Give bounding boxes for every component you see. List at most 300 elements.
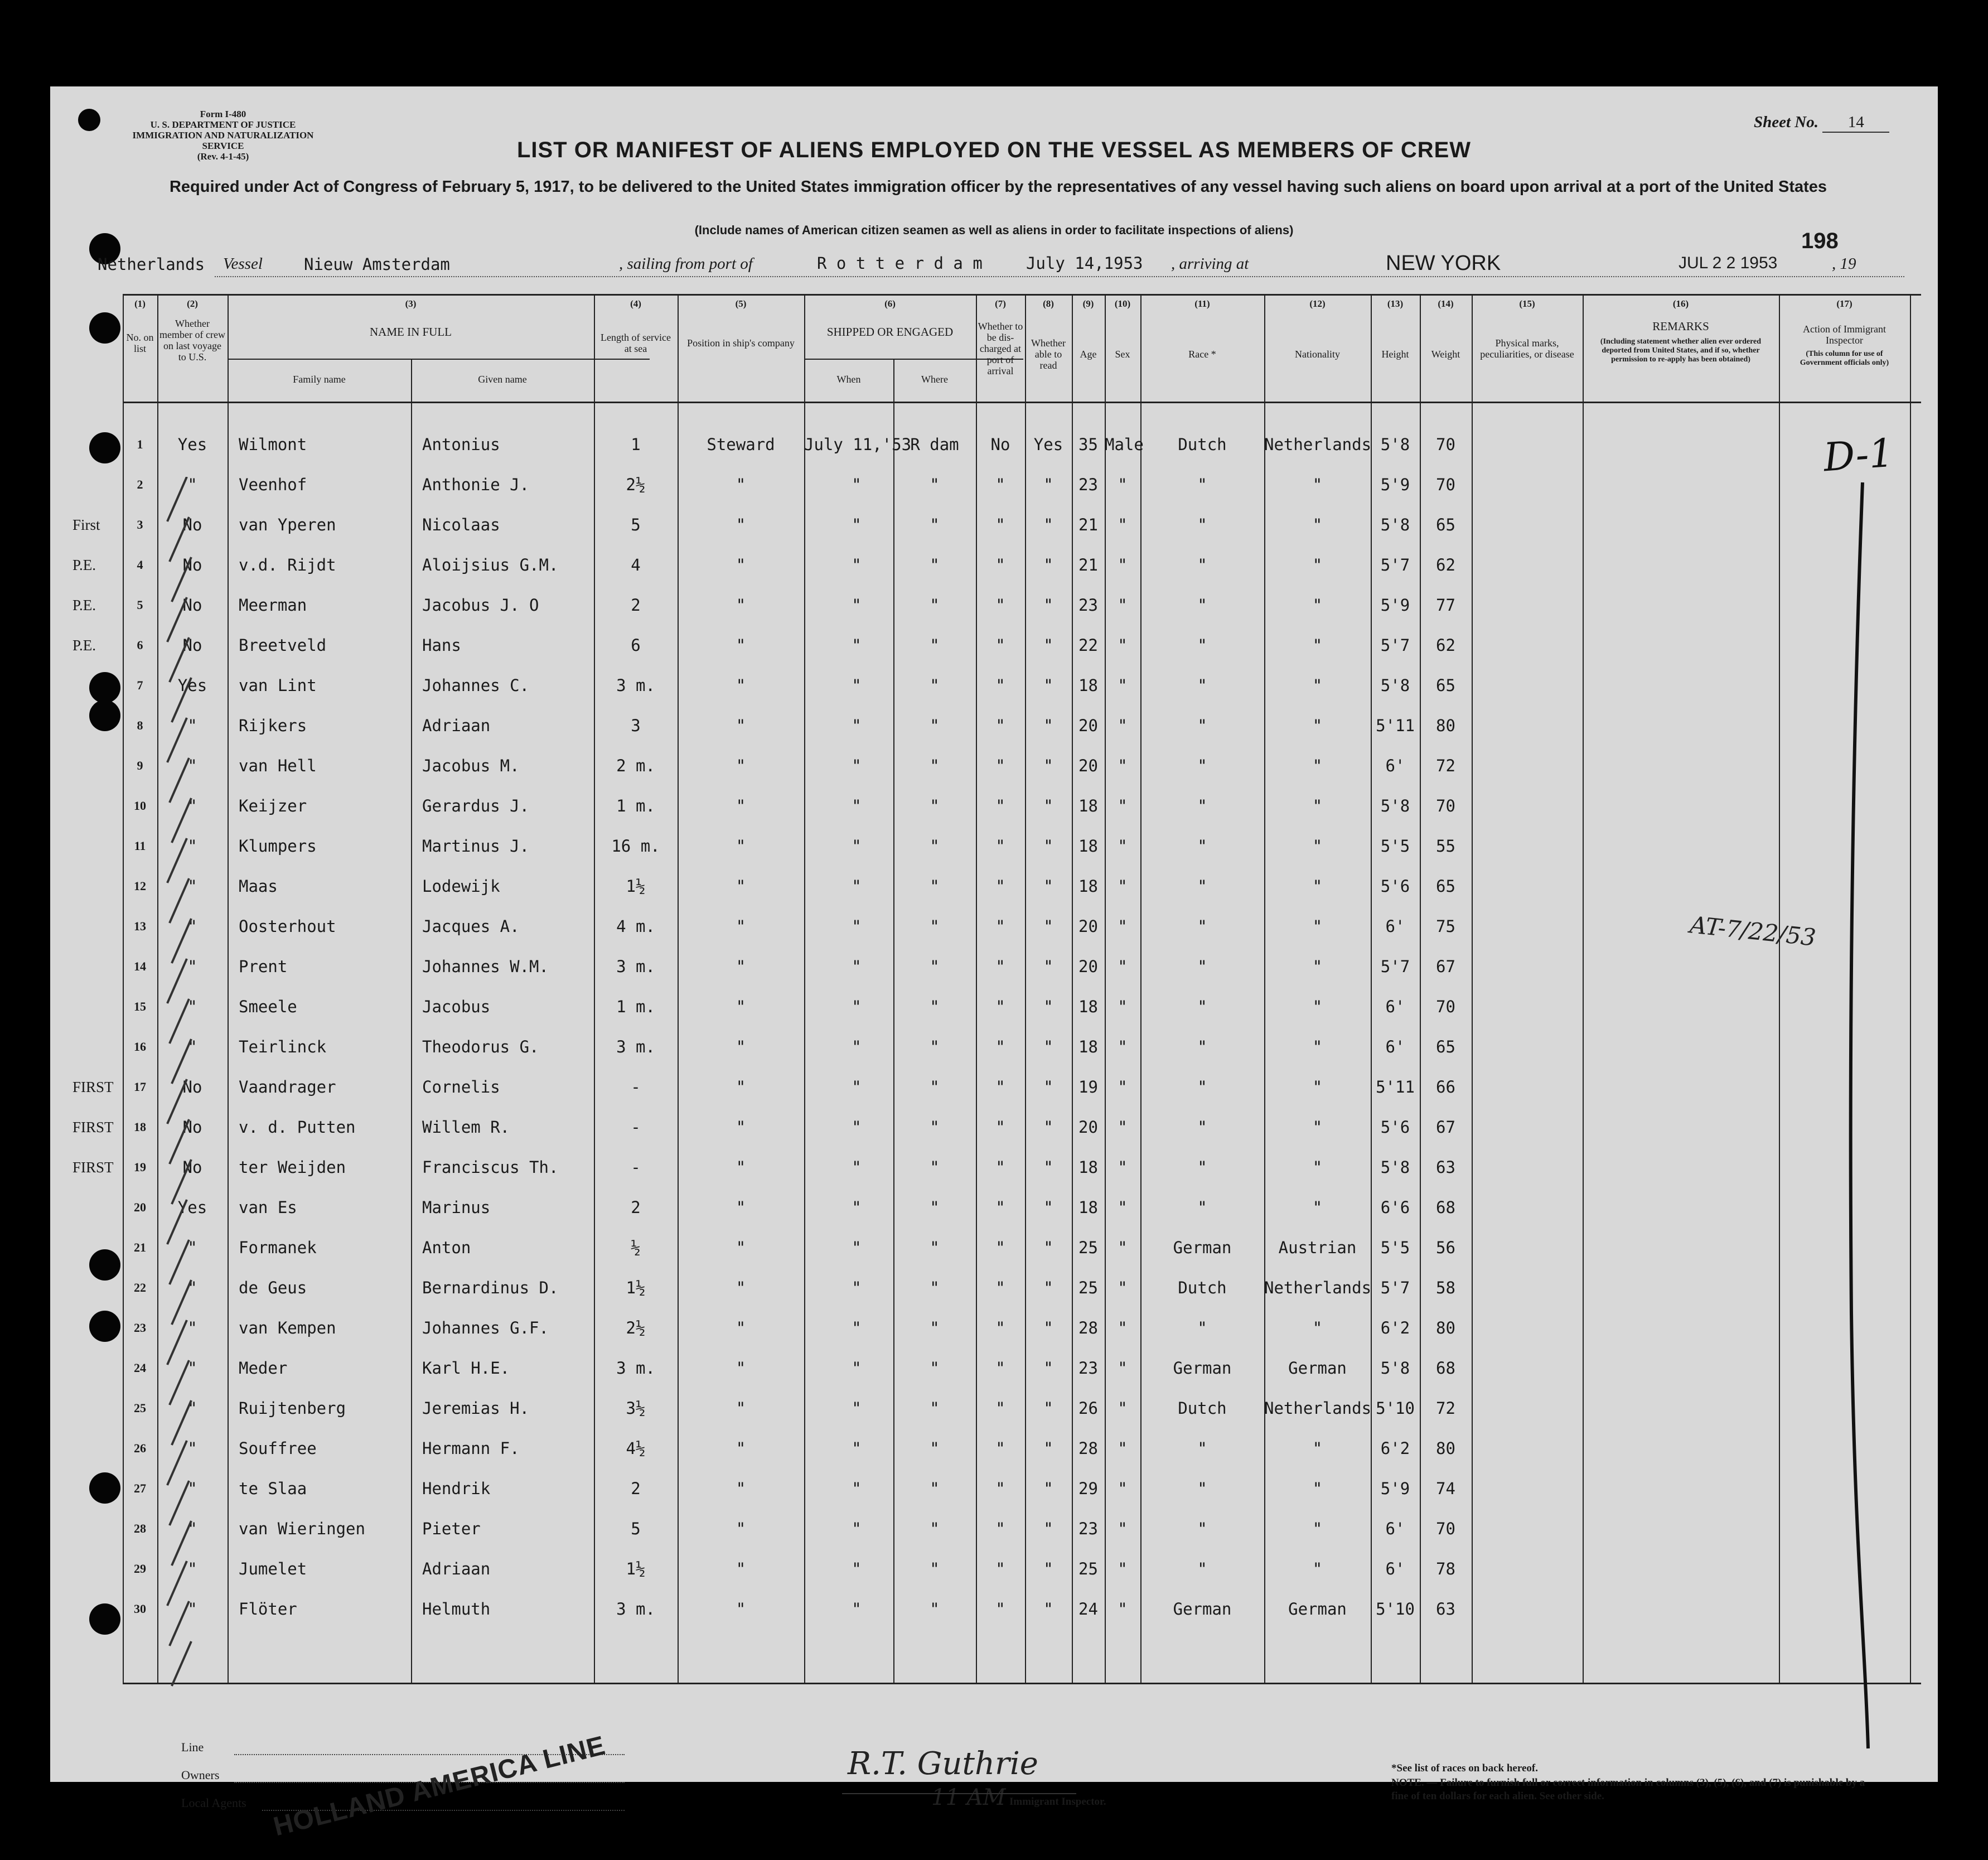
- col-num: (17): [1836, 298, 1852, 309]
- cell-nationality: ": [1312, 636, 1323, 655]
- cell-nationality: ": [1312, 917, 1323, 936]
- cell-prior: ": [187, 716, 197, 735]
- cell-read: ": [1043, 917, 1053, 936]
- table-top-rule: [123, 294, 1921, 296]
- cell-height: 6': [1385, 917, 1405, 936]
- cell-given: Lodewijk: [422, 877, 500, 896]
- cell-family: Rijkers: [239, 716, 307, 735]
- cell-read: ": [1043, 1158, 1053, 1177]
- cell-weight: 68: [1436, 1198, 1455, 1217]
- cell-no: 4: [137, 558, 143, 572]
- cell-age: 23: [1078, 596, 1098, 615]
- arriving-label: , arriving at: [1171, 255, 1249, 273]
- sailing-label: , sailing from port of: [619, 255, 753, 273]
- cell-race: ": [1197, 1519, 1207, 1538]
- cell-service: 5: [631, 515, 641, 534]
- cell-service: 3 m.: [616, 957, 655, 976]
- cell-given: Franciscus Th.: [422, 1158, 559, 1177]
- cell-nationality: ": [1312, 1078, 1323, 1096]
- action-line: [1823, 477, 1890, 1760]
- table-row: [50, 1518, 1938, 1558]
- cell-where: ": [930, 756, 940, 775]
- cell-family: Ruijtenberg: [239, 1399, 346, 1418]
- table-row: [50, 1558, 1938, 1598]
- cell-read: ": [1043, 1519, 1053, 1538]
- cell-age: 18: [1078, 1198, 1098, 1217]
- cell-nationality: ": [1312, 676, 1323, 695]
- col-num: (14): [1438, 298, 1454, 309]
- cell-weight: 80: [1436, 716, 1455, 735]
- cell-height: 6': [1385, 997, 1405, 1016]
- cell-weight: 65: [1436, 515, 1455, 534]
- cell-prior: No: [182, 636, 202, 655]
- cell-prior: ": [187, 997, 197, 1016]
- cell-race: ": [1197, 475, 1207, 494]
- cell-when: ": [852, 1359, 862, 1378]
- cell-family: Prent: [239, 957, 288, 976]
- table-row: [50, 594, 1938, 634]
- col-remarks-note: (Including statement whether alien ever ordered deported from United States, and if so, whether permission to re-apply has been obtained): [1600, 337, 1762, 364]
- cell-position: ": [736, 1318, 746, 1337]
- cell-weight: 66: [1436, 1078, 1455, 1096]
- cell-service: 2½: [626, 475, 646, 494]
- cell-when: ": [852, 636, 862, 655]
- cell-service: 1: [631, 435, 641, 454]
- cell-race: ": [1197, 1318, 1207, 1337]
- row-margin-note: First: [72, 516, 100, 533]
- col-given-name: Given name: [478, 374, 527, 385]
- cell-discharged: ": [995, 1399, 1005, 1418]
- cell-height: 5'10: [1376, 1600, 1415, 1619]
- tally-slashes: [156, 477, 301, 1704]
- penalty-note: NOTE. — Failure to furnish full or correct information in columns (3), (5), (6), and (7) is punishable by a fine of ten dollars for each alien. See other side.: [1391, 1777, 1865, 1802]
- cell-weight: 55: [1436, 837, 1455, 856]
- cell-service: 1½: [626, 877, 646, 896]
- cell-family: Veenhof: [239, 475, 307, 494]
- col-weight: Weight: [1431, 349, 1460, 360]
- col-action: Action of Immigrant Inspector: [1803, 323, 1886, 346]
- cell-nationality: ": [1312, 756, 1323, 775]
- cell-sex: ": [1118, 1037, 1128, 1056]
- stamp-number: 198: [1801, 229, 1839, 253]
- cell-race: ": [1197, 1037, 1207, 1056]
- table-bottom-rule: [123, 1683, 1921, 1684]
- row-margin-note: FIRST: [72, 1159, 114, 1176]
- row-margin-note: FIRST: [72, 1119, 114, 1136]
- col-name-in-full: NAME IN FULL: [370, 325, 452, 339]
- cell-service: -: [631, 1118, 641, 1137]
- cell-given: Jacobus M.: [422, 756, 520, 775]
- cell-where: ": [930, 997, 940, 1016]
- cell-where: ": [930, 796, 940, 815]
- cell-sex: ": [1118, 997, 1128, 1016]
- cell-position: ": [736, 796, 746, 815]
- cell-no: 19: [134, 1160, 146, 1174]
- cell-no: 6: [137, 638, 143, 652]
- col-age: Age: [1080, 349, 1097, 360]
- table-row: [50, 915, 1938, 955]
- col-sex: Sex: [1115, 349, 1130, 360]
- cell-position: ": [736, 837, 746, 856]
- col-num: (6): [884, 298, 896, 309]
- cell-family: Maas: [239, 877, 278, 896]
- table-row: [50, 795, 1938, 835]
- cell-discharged: ": [995, 1559, 1005, 1578]
- cell-discharged: ": [995, 1600, 1005, 1619]
- cell-given: Helmuth: [422, 1600, 491, 1619]
- cell-prior: ": [187, 475, 197, 494]
- cell-when: July 11,'53: [804, 435, 912, 454]
- cell-weight: 67: [1436, 1118, 1455, 1137]
- cell-height: 5'9: [1380, 475, 1410, 494]
- cell-discharged: ": [995, 917, 1005, 936]
- cell-position: ": [736, 475, 746, 494]
- col-num: (5): [735, 298, 747, 309]
- cell-read: ": [1043, 676, 1053, 695]
- races-note: *See list of races on back hereof.: [1391, 1762, 1538, 1774]
- cell-weight: 78: [1436, 1559, 1455, 1578]
- cell-race: ": [1197, 957, 1207, 976]
- cell-weight: 72: [1436, 756, 1455, 775]
- cell-when: ": [852, 796, 862, 815]
- cell-prior: Yes: [177, 676, 207, 695]
- cell-no: 17: [134, 1080, 146, 1094]
- cell-when: ": [852, 1439, 862, 1458]
- cell-sex: ": [1118, 1278, 1128, 1297]
- cell-given: Gerardus J.: [422, 796, 530, 815]
- col-num: (16): [1672, 298, 1689, 309]
- col-num: (11): [1194, 298, 1210, 309]
- cell-prior: ": [187, 1238, 197, 1257]
- cell-weight: 63: [1436, 1158, 1455, 1177]
- table-row: [50, 1236, 1938, 1277]
- cell-sex: ": [1118, 1158, 1128, 1177]
- cell-discharged: ": [995, 1479, 1005, 1498]
- cell-service: 16 m.: [611, 837, 660, 856]
- cell-nationality: Netherlands: [1264, 1399, 1372, 1418]
- cell-given: Johannes C.: [422, 676, 530, 695]
- cell-height: 5'6: [1380, 877, 1410, 896]
- cell-sex: ": [1118, 1479, 1128, 1498]
- cell-position: ": [736, 596, 746, 615]
- cell-given: Hendrik: [422, 1479, 491, 1498]
- cell-when: ": [852, 1600, 862, 1619]
- cell-nationality: ": [1312, 475, 1323, 494]
- sailing-port: R o t t e r d a m: [817, 254, 983, 273]
- cell-when: ": [852, 716, 862, 735]
- cell-discharged: ": [995, 1037, 1005, 1056]
- cell-no: 12: [134, 879, 146, 893]
- cell-read: ": [1043, 555, 1053, 574]
- cell-height: 5'8: [1380, 1158, 1410, 1177]
- cell-no: 11: [134, 839, 146, 853]
- cell-when: ": [852, 917, 862, 936]
- cell-read: ": [1043, 1399, 1053, 1418]
- cell-position: ": [736, 1359, 746, 1378]
- cell-discharged: ": [995, 796, 1005, 815]
- arrival-port: NEW YORK: [1386, 252, 1501, 275]
- cell-race: ": [1197, 1078, 1207, 1096]
- cell-weight: 65: [1436, 1037, 1455, 1056]
- cell-where: R dam: [910, 435, 959, 454]
- col-no-on-list: No. on list: [126, 332, 154, 354]
- cell-no: 1: [137, 437, 143, 451]
- cell-sex: ": [1118, 1519, 1128, 1538]
- cell-service: 3 m.: [616, 1359, 655, 1378]
- cell-height: 6'2: [1380, 1439, 1410, 1458]
- cell-position: ": [736, 1278, 746, 1297]
- cell-family: van Yperen: [239, 515, 336, 534]
- cell-prior: ": [187, 1439, 197, 1458]
- cell-where: ": [930, 1479, 940, 1498]
- cell-age: 21: [1078, 555, 1098, 574]
- cell-when: ": [852, 1198, 862, 1217]
- cell-age: 18: [1078, 837, 1098, 856]
- cell-where: ": [930, 837, 940, 856]
- cell-given: Karl H.E.: [422, 1359, 510, 1378]
- col-num: (12): [1309, 298, 1326, 309]
- local-agents-label: Local Agents: [181, 1796, 246, 1810]
- cell-height: 6': [1385, 1037, 1405, 1056]
- table-row: [50, 1317, 1938, 1357]
- cell-discharged: ": [995, 1158, 1005, 1177]
- cell-sex: ": [1118, 1078, 1128, 1096]
- cell-nationality: ": [1312, 1318, 1323, 1337]
- cell-nationality: ": [1312, 716, 1323, 735]
- col-num: (1): [134, 298, 146, 309]
- cell-prior: No: [182, 1118, 202, 1137]
- cell-given: Hans: [422, 636, 461, 655]
- vessel-label: Vessel: [223, 255, 263, 273]
- cell-age: 18: [1078, 1158, 1098, 1177]
- cell-family: Wilmont: [239, 435, 307, 454]
- cell-age: 23: [1078, 1359, 1098, 1378]
- cell-family: van Lint: [239, 676, 317, 695]
- cell-age: 26: [1078, 1399, 1098, 1418]
- cell-no: 14: [134, 959, 146, 973]
- cell-where: ": [930, 1318, 940, 1337]
- cell-service: 3 m.: [616, 1600, 655, 1619]
- cell-weight: 65: [1436, 877, 1455, 896]
- cell-prior: ": [187, 837, 197, 856]
- cell-position: ": [736, 1479, 746, 1498]
- cell-race: ": [1197, 997, 1207, 1016]
- cell-nationality: Austrian: [1278, 1238, 1357, 1257]
- cell-read: ": [1043, 716, 1053, 735]
- cell-position: ": [736, 555, 746, 574]
- row-margin-note: P.E.: [72, 557, 96, 573]
- vessel-name: Nieuw Amsterdam: [304, 255, 450, 274]
- cell-prior: No: [182, 1158, 202, 1177]
- cell-no: 21: [134, 1240, 146, 1254]
- cell-given: Theodorus G.: [422, 1037, 539, 1056]
- cell-discharged: ": [995, 957, 1005, 976]
- cell-when: ": [852, 1318, 862, 1337]
- cell-when: ": [852, 877, 862, 896]
- cell-where: ": [930, 1078, 940, 1096]
- cell-when: ": [852, 1037, 862, 1056]
- cell-height: 6': [1385, 1519, 1405, 1538]
- cell-given: Adriaan: [422, 1559, 491, 1578]
- cell-read: ": [1043, 1037, 1053, 1056]
- remark-handwriting: AT-7/22/53: [1689, 911, 1817, 951]
- cell-service: 2 m.: [616, 756, 655, 775]
- cell-weight: 68: [1436, 1359, 1455, 1378]
- name-subhead-rule: [229, 359, 650, 360]
- cell-height: 5'6: [1380, 1118, 1410, 1137]
- cell-position: ": [736, 676, 746, 695]
- cell-prior: ": [187, 917, 197, 936]
- col-race: Race *: [1188, 349, 1216, 360]
- cell-race: Dutch: [1178, 1278, 1227, 1297]
- cell-weight: 70: [1436, 475, 1455, 494]
- cell-nationality: German: [1288, 1600, 1347, 1619]
- cell-service: 3: [631, 716, 641, 735]
- cell-service: 4½: [626, 1439, 646, 1458]
- cell-height: 5'7: [1380, 1278, 1410, 1297]
- cell-weight: 80: [1436, 1318, 1455, 1337]
- cell-family: van Wieringen: [239, 1519, 365, 1538]
- col-num: (9): [1082, 298, 1094, 309]
- cell-family: te Slaa: [239, 1479, 307, 1498]
- cell-where: ": [930, 596, 940, 615]
- table-row: [50, 1598, 1938, 1638]
- cell-discharged: ": [995, 877, 1005, 896]
- punch-hole: [78, 109, 100, 131]
- cell-age: 24: [1078, 1600, 1098, 1619]
- cell-age: 18: [1078, 997, 1098, 1016]
- cell-sex: ": [1118, 515, 1128, 534]
- cell-age: 18: [1078, 877, 1098, 896]
- cell-race: German: [1173, 1600, 1232, 1619]
- cell-weight: 65: [1436, 676, 1455, 695]
- row-margin-note: P.E.: [72, 597, 96, 613]
- cell-position: Steward: [707, 435, 775, 454]
- cell-read: ": [1043, 596, 1053, 615]
- table-row: [50, 714, 1938, 755]
- cell-race: ": [1197, 756, 1207, 775]
- cell-given: Pieter: [422, 1519, 481, 1538]
- cell-height: 5'5: [1380, 837, 1410, 856]
- cell-prior: ": [187, 957, 197, 976]
- cell-age: 18: [1078, 796, 1098, 815]
- cell-service: 2: [631, 1479, 641, 1498]
- cell-weight: 77: [1436, 596, 1455, 615]
- cell-discharged: ": [995, 837, 1005, 856]
- cell-service: 1½: [626, 1559, 646, 1578]
- cell-height: 5'7: [1380, 957, 1410, 976]
- vessel-flag: Netherlands: [98, 255, 205, 274]
- cell-prior: ": [187, 756, 197, 775]
- form-number: Form I-480: [200, 109, 246, 119]
- cell-given: Hermann F.: [422, 1439, 520, 1458]
- cell-discharged: No: [990, 435, 1010, 454]
- cell-discharged: ": [995, 515, 1005, 534]
- cell-nationality: ": [1312, 1037, 1323, 1056]
- cell-prior: ": [187, 1519, 197, 1538]
- cell-when: ": [852, 837, 862, 856]
- cell-given: Adriaan: [422, 716, 491, 735]
- cell-family: Smeele: [239, 997, 297, 1016]
- cell-age: 29: [1078, 1479, 1098, 1498]
- cell-service: 4 m.: [616, 917, 655, 936]
- cell-sex: ": [1118, 596, 1128, 615]
- cell-service: -: [631, 1078, 641, 1096]
- cell-discharged: ": [995, 1519, 1005, 1538]
- cell-given: Nicolaas: [422, 515, 500, 534]
- cell-family: van Kempen: [239, 1318, 336, 1337]
- table-row: [50, 1156, 1938, 1196]
- cell-prior: ": [187, 1600, 197, 1619]
- cell-weight: 67: [1436, 957, 1455, 976]
- cell-where: ": [930, 917, 940, 936]
- cell-given: Jeremias H.: [422, 1399, 530, 1418]
- col-num: (2): [187, 298, 198, 309]
- cell-race: ": [1197, 676, 1207, 695]
- cell-no: 3: [137, 518, 143, 532]
- cell-race: ": [1197, 837, 1207, 856]
- cell-sex: ": [1118, 1359, 1128, 1378]
- row-margin-note: P.E.: [72, 637, 96, 654]
- cell-discharged: ": [995, 1078, 1005, 1096]
- cell-prior: Yes: [177, 435, 207, 454]
- revision: (Rev. 4-1-45): [197, 151, 249, 162]
- cell-family: van Hell: [239, 756, 317, 775]
- cell-race: ": [1197, 596, 1207, 615]
- cell-sex: ": [1118, 716, 1128, 735]
- cell-height: 5'11: [1376, 716, 1415, 735]
- owners-label: Owners: [181, 1768, 220, 1782]
- cell-given: Martinus J.: [422, 837, 530, 856]
- cell-age: 20: [1078, 917, 1098, 936]
- table-row: [50, 674, 1938, 714]
- cell-no: 22: [134, 1281, 146, 1294]
- cell-nationality: ": [1312, 596, 1323, 615]
- cell-sex: ": [1118, 1238, 1128, 1257]
- inspector-signature: R.T. Guthrie: [848, 1746, 1038, 1782]
- cell-prior: ": [187, 1399, 197, 1418]
- cell-age: 28: [1078, 1439, 1098, 1458]
- cell-race: Dutch: [1178, 435, 1227, 454]
- table-row: [50, 755, 1938, 795]
- cell-where: ": [930, 1238, 940, 1257]
- cell-nationality: ": [1312, 997, 1323, 1016]
- cell-family: Formanek: [239, 1238, 317, 1257]
- cell-height: 6'2: [1380, 1318, 1410, 1337]
- cell-when: ": [852, 997, 862, 1016]
- cell-service: 2: [631, 1198, 641, 1217]
- cell-age: 25: [1078, 1278, 1098, 1297]
- table-row: [50, 433, 1938, 474]
- cell-no: 2: [137, 477, 143, 491]
- cell-sex: ": [1118, 796, 1128, 815]
- cell-when: ": [852, 1399, 862, 1418]
- cell-height: 5'8: [1380, 676, 1410, 695]
- voyage-line: [98, 254, 1904, 278]
- cell-no: 28: [134, 1521, 146, 1535]
- cell-sex: ": [1118, 1399, 1128, 1418]
- include-note: (Include names of American citizen seamen as well as aliens in order to facilitate inspections of aliens): [694, 223, 1294, 237]
- cell-when: ": [852, 1519, 862, 1538]
- cell-discharged: ": [995, 1198, 1005, 1217]
- cell-given: Antonius: [422, 435, 500, 454]
- sheet-label: Sheet No.: [1754, 113, 1818, 131]
- cell-read: ": [1043, 1318, 1053, 1337]
- cell-race: ": [1197, 1158, 1207, 1177]
- cell-position: ": [736, 1078, 746, 1096]
- col-where: Where: [921, 374, 948, 385]
- cell-nationality: ": [1312, 1559, 1323, 1578]
